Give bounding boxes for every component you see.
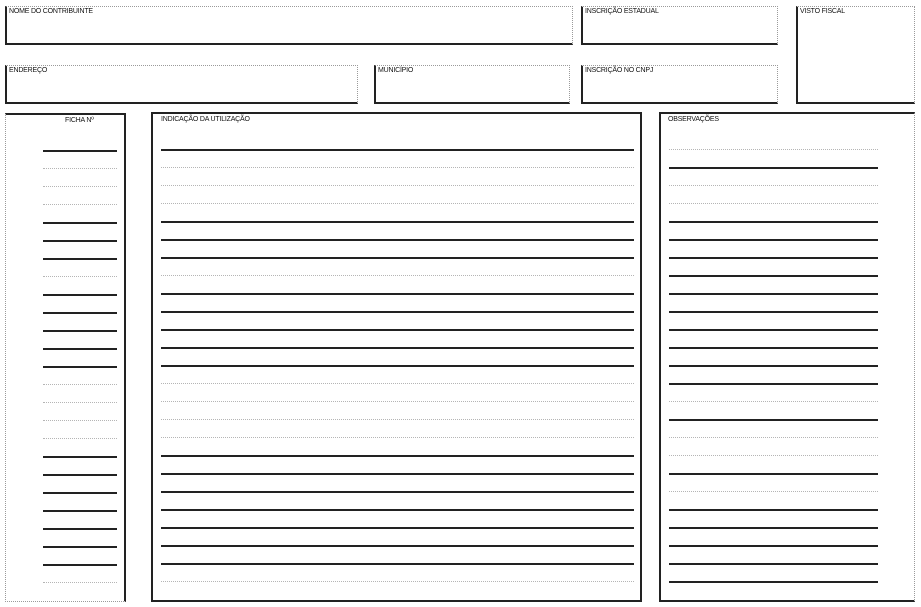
nome-contribuinte-label: NOME DO CONTRIBUINTE xyxy=(9,8,93,15)
ficha-line xyxy=(43,456,117,458)
observacoes-line xyxy=(669,365,878,367)
observacoes-label: OBSERVAÇÕES xyxy=(668,116,719,123)
ficha-line xyxy=(43,438,117,439)
indicacao-line xyxy=(161,203,634,204)
ficha-line xyxy=(43,528,117,530)
observacoes-line xyxy=(669,221,878,223)
municipio-field[interactable] xyxy=(374,65,570,104)
observacoes-line xyxy=(669,239,878,241)
inscricao-cnpj-label: INSCRIÇÃO NO CNPJ xyxy=(585,67,654,74)
indicacao-line xyxy=(161,185,634,186)
observacoes-line xyxy=(669,293,878,295)
ficha-line xyxy=(43,258,117,260)
observacoes-line xyxy=(669,455,878,456)
ficha-line xyxy=(43,402,117,403)
ficha-line xyxy=(43,420,117,421)
observacoes-line xyxy=(669,311,878,313)
indicacao-line xyxy=(161,491,634,493)
indicacao-line xyxy=(161,167,634,168)
ficha-line xyxy=(43,312,117,314)
ficha-line xyxy=(43,366,117,368)
ficha-line xyxy=(43,492,117,494)
indicacao-line xyxy=(161,401,634,402)
ficha-line xyxy=(43,384,117,385)
observacoes-line xyxy=(669,329,878,331)
indicacao-line xyxy=(161,473,634,475)
indicacao-line xyxy=(161,293,634,295)
indicacao-line xyxy=(161,329,634,331)
indicacao-line xyxy=(161,581,634,582)
observacoes-line xyxy=(669,275,878,277)
indicacao-line xyxy=(161,563,634,565)
indicacao-line xyxy=(161,437,634,438)
observacoes-line xyxy=(669,149,878,150)
ficha-line xyxy=(43,546,117,548)
municipio-label: MUNICÍPIO xyxy=(378,67,414,74)
observacoes-line xyxy=(669,545,878,547)
indicacao-line xyxy=(161,365,634,367)
observacoes-line xyxy=(669,257,878,259)
observacoes-line xyxy=(669,419,878,421)
indicacao-line xyxy=(161,383,634,384)
indicacao-line xyxy=(161,419,634,420)
visto-fiscal-field[interactable] xyxy=(796,6,915,104)
ficha-line xyxy=(43,474,117,476)
observacoes-panel xyxy=(659,112,915,602)
ficha-panel xyxy=(5,113,126,602)
observacoes-line xyxy=(669,401,878,402)
endereco-field[interactable] xyxy=(5,65,358,104)
ficha-line xyxy=(43,294,117,296)
ficha-line xyxy=(43,168,117,169)
observacoes-line xyxy=(669,167,878,169)
indicacao-panel xyxy=(151,112,642,602)
ficha-line xyxy=(43,582,117,583)
observacoes-line xyxy=(669,563,878,565)
observacoes-line xyxy=(669,473,878,475)
ficha-label: FICHA Nº xyxy=(65,117,94,124)
observacoes-line xyxy=(669,527,878,529)
inscricao-estadual-field[interactable] xyxy=(581,6,778,45)
indicacao-line xyxy=(161,221,634,223)
observacoes-line xyxy=(669,437,878,438)
indicacao-line xyxy=(161,527,634,529)
ficha-line xyxy=(43,510,117,512)
observacoes-line xyxy=(669,203,878,204)
indicacao-line xyxy=(161,275,634,276)
visto-fiscal-label: VISTO FISCAL xyxy=(800,8,845,15)
observacoes-line xyxy=(669,347,878,349)
indicacao-line xyxy=(161,347,634,349)
observacoes-line xyxy=(669,581,878,583)
ficha-line xyxy=(43,348,117,350)
observacoes-line xyxy=(669,491,878,492)
ficha-line xyxy=(43,276,117,277)
inscricao-cnpj-field[interactable] xyxy=(581,65,778,104)
ficha-line xyxy=(43,330,117,332)
indicacao-line xyxy=(161,455,634,457)
ficha-line xyxy=(43,564,117,566)
inscricao-estadual-label: INSCRIÇÃO ESTADUAL xyxy=(585,8,659,15)
ficha-line xyxy=(43,150,117,152)
ficha-line xyxy=(43,240,117,242)
endereco-label: ENDEREÇO xyxy=(9,67,48,74)
nome-contribuinte-field[interactable] xyxy=(5,6,573,45)
observacoes-line xyxy=(669,509,878,511)
indicacao-line xyxy=(161,509,634,511)
indicacao-line xyxy=(161,257,634,259)
observacoes-line xyxy=(669,185,878,186)
indicacao-line xyxy=(161,311,634,313)
ficha-line xyxy=(43,204,117,205)
indicacao-line xyxy=(161,149,634,151)
ficha-line xyxy=(43,222,117,224)
indicacao-line xyxy=(161,545,634,547)
ficha-line xyxy=(43,186,117,187)
observacoes-line xyxy=(669,383,878,385)
indicacao-label: INDICAÇÃO DA UTILIZAÇÃO xyxy=(161,116,250,123)
indicacao-line xyxy=(161,239,634,241)
